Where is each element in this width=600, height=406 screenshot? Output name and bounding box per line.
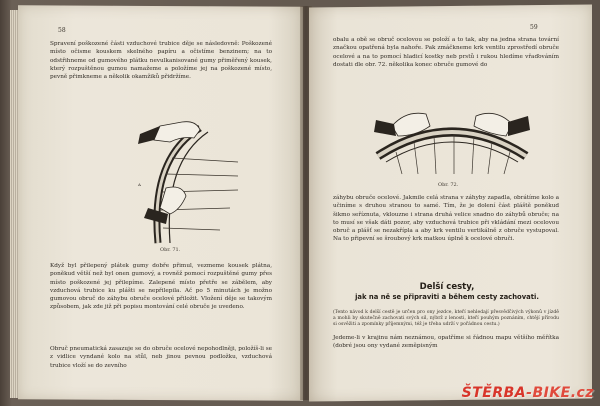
left-page-number: 58 <box>58 27 66 34</box>
right-paragraph-2: záhybu obruče ocelové. Jakmile celá strana v záhyby zapadla, obrátíme kolo a učiníme s druhou stranou to samé. Tím, že je dolení část pláště poněkud šikmo seříznuta, vklouzne i strana druhá velice snadno do záhybů obruče; na to musí se však dáti pozor, aby vzduchová trubice při vkládání mezi ocelovou obruč a plášť se nezakřípla a aby krk ventilu vertikálně z obruče vystupoval. Na to připevní se šroubový krk matkou úplně k ocelové obruči. <box>333 195 559 243</box>
watermark-separator: - <box>526 385 533 401</box>
figure-71-caption: Obr. 71. <box>160 247 181 253</box>
right-paragraph-3: Jedeme-li v krajinu nám neznámou, opatříme si řádnou mapu většího měřítka (dobré jsou ony vydané zeměpisným <box>333 335 559 350</box>
figure-72-illustration <box>372 96 532 176</box>
left-paragraph-1: Spravení poškozené části vzduchové trubice děje se následovně: Poškozené místo očisme kouskem skelného papíru a očistíme benzinem; na to odstřihneme od gumového plátku nevulkanisované gumy přiměřený kousek, který rozpuštěnou gumou namažeme a položíme jej na poškozené místo, pevně přimkneme a několik okamžiků přidržíme. <box>50 41 272 81</box>
left-paragraph-2: Když byl přilepený plátek gumy dobře přimul, vezmeme kousek plátna, poněkud větší než byl onen gumový, a rovněž pomocí rozpuštěné gumy přes místo poškozené jej přilepíme. Zalepené místo přetře se zábělem, aby vzduchová trubice ku plášti se nepřilepila. Ač po 5 minutách je možno gumovou obruč do záhybu obruče ocelové přiložit. Vložení děje se takovým způsobem, jak zde již při popisu montování celé obruče je uvedeno. <box>50 263 272 311</box>
figure-71-illustration <box>130 118 240 246</box>
svg-text:A: A <box>138 182 141 187</box>
section-note: (Tento návod k delší cestě je určen pro ony jezdce, kteří nehledají přesvědčivých výkonů v jízdě a mohli by skutečně zachovati svých sil, nýbrž z lenosti, kteří pouhým poznáním, chtějí přírodu si osvěžiti a zpomínky příjemnými, též je třeba udrží v pořádnou cestu.) <box>333 309 559 328</box>
watermark-word-2: BIKE.cz <box>532 385 594 401</box>
section-heading-subtitle: jak na ně se připraviti a během cesty zachovati. <box>355 293 539 301</box>
left-paragraph-3: Obruč pneumatická zasazuje se do obruče ocelové nepohodlněji, položíš-li se z vidlice vyndané kolo na stůl, neb jinou pevnou podložku, vzduchová trubice vloží se do zevního <box>50 346 272 369</box>
right-page-number: 59 <box>530 24 538 31</box>
section-heading-title: Delší cesty, <box>419 282 475 292</box>
right-paragraph-1: obalu a obě se obruč ocelovou se položí a to tak, aby na jedna strana tovární značkou opatřená byla nahoře. Pak zmáčkneme krk ventilu zprostředí obruče ocelové a na to pomocí hladicí kostky neb prstů i rukou hledíme vřaďováním dostati dle obr. 72. několika konec obruče gumové do <box>333 37 559 68</box>
watermark-word-1: ŠTĚRBA <box>461 385 527 401</box>
watermark-logo <box>462 385 594 401</box>
figure-72-caption: Obr. 72. <box>438 182 459 188</box>
